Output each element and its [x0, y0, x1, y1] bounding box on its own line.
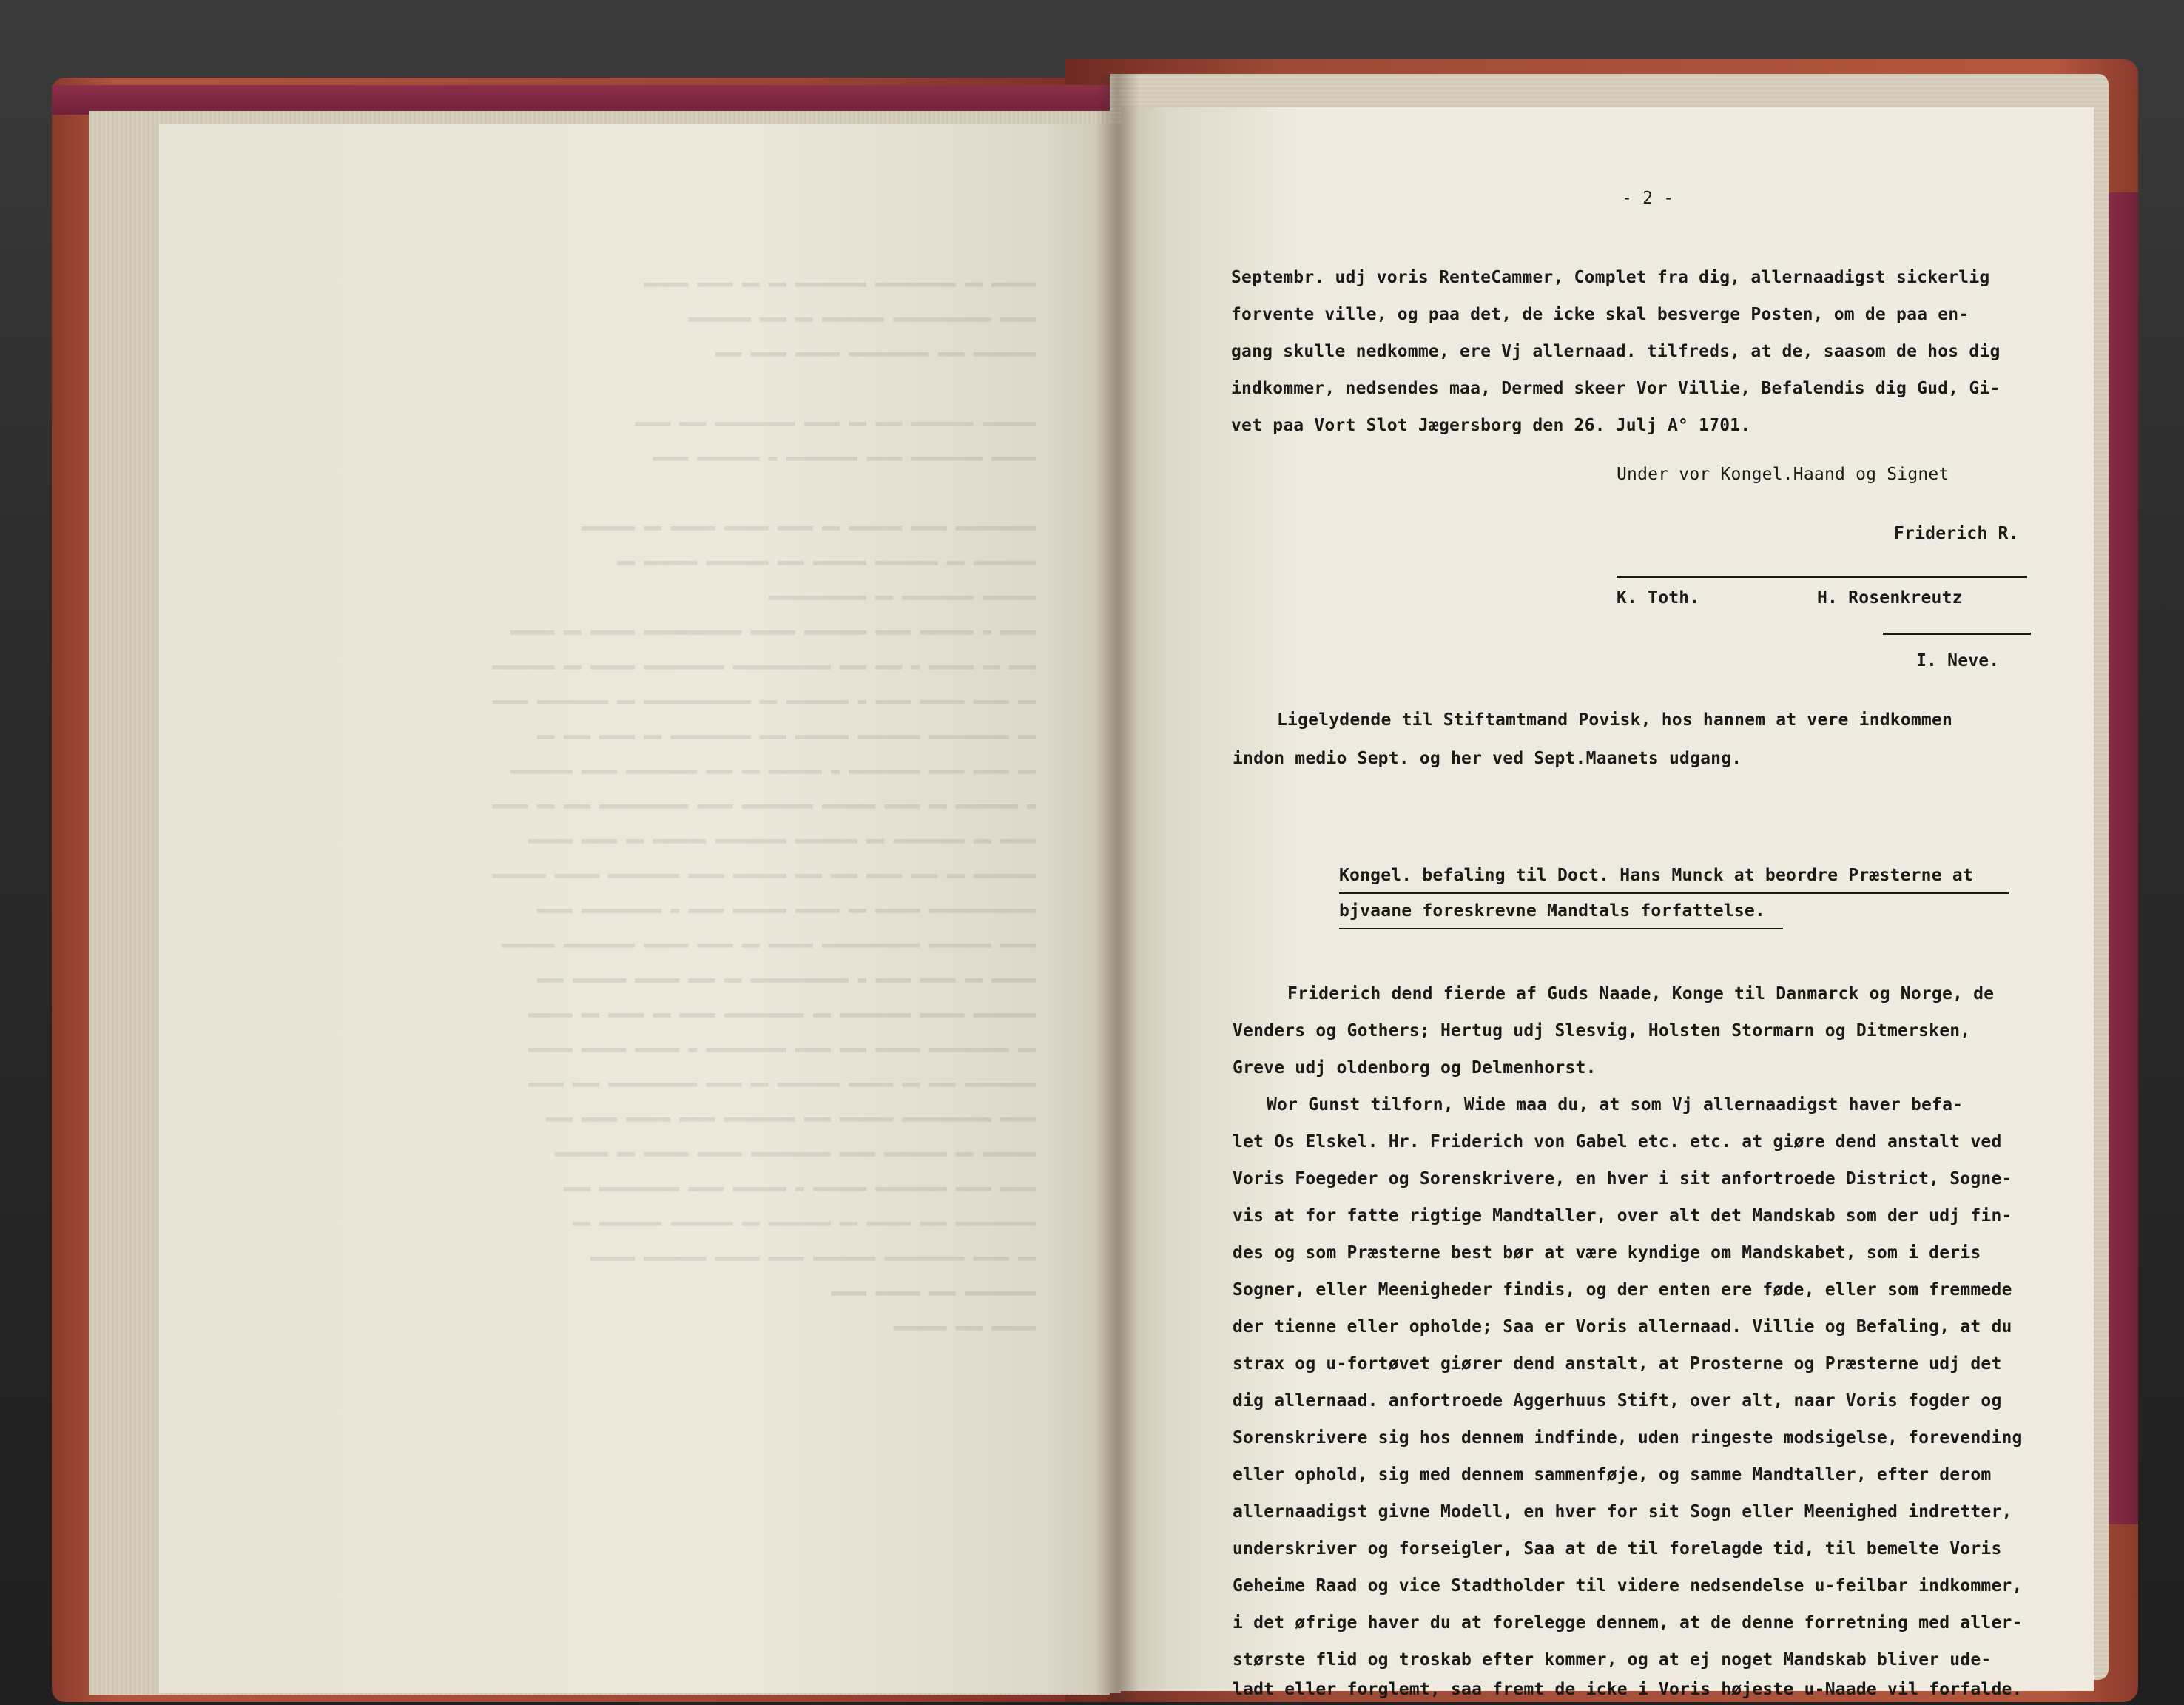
heading-underline [1339, 928, 1783, 929]
book-gutter-shadow [1095, 74, 1139, 1702]
body-line: let Os Elskel. Hr. Friderich von Gabel etc. etc. at giøre dend anstalt ved [1233, 1132, 2002, 1151]
body-line: ladt eller forglemt, saa fremt de icke i Voris højeste u-Naade vil forfalde. [1233, 1680, 2023, 1699]
body-line: des og som Præsterne best bør at være kyndige om Mandskabet, som i deris [1233, 1243, 1981, 1262]
countersign-toth: K. Toth. [1617, 588, 1700, 608]
heading-underline [1339, 892, 2009, 894]
body-line: underskriver og forseigler, Saa at de til forelagde tid, til bemelte Voris [1233, 1539, 2002, 1558]
body-line: Sorenskrivere sig hos dennem indfinde, uden ringeste modsigelse, forevending [1233, 1428, 2023, 1447]
signature-rule [1617, 576, 2027, 578]
countersign-neve: I. Neve. [1916, 651, 2000, 670]
letter-line: forvente ville, og paa det, de icke skal besverge Posten, om de paa en- [1231, 305, 1969, 324]
letter-line: vet paa Vort Slot Jægersborg den 26. Julj A° 1701. [1231, 416, 1751, 435]
signature-rule [1883, 633, 2031, 635]
body-line: vis at for fatte rigtige Mandtaller, over alt det Mandskab som der udj fin- [1233, 1206, 2012, 1225]
body-line: Voris Foegeder og Sorenskrivere, en hver i sit anfortroede District, Sogne- [1233, 1169, 2012, 1188]
body-line: Wor Gunst tilforn, Wide maa du, at som Vj allernaadigst haver befa- [1267, 1095, 1964, 1114]
body-line: Venders og Gothers; Hertug udj Slesvig, Holsten Stormarn og Ditmersken, [1233, 1021, 1971, 1040]
section-heading: bjvaane foreskrevne Mandtals forfattelse. [1339, 901, 1765, 921]
note-line: Ligelydende til Stiftamtmand Povisk, hos hannem at vere indkommen [1277, 710, 1953, 730]
body-line: Geheime Raad og vice Stadtholder til videre nedsendelse u-feilbar indkommer, [1233, 1576, 2023, 1595]
countersign-rosenkreutz: H. Rosenkreutz [1817, 588, 1963, 608]
letter-line: Septembr. udj voris RenteCammer, Complet fra dig, allernaadigst sickerlig [1231, 268, 1990, 287]
closing-formula: Under vor Kongel.Haand og Signet [1617, 465, 1949, 484]
body-line: allernaadigst givne Modell, en hver for sit Sogn eller Meenighed indretter, [1233, 1502, 2012, 1521]
body-line: Greve udj oldenborg og Delmenhorst. [1233, 1058, 1597, 1077]
page-number: - 2 - [1622, 189, 1674, 208]
body-line: eller ophold, sig med dennem sammenføje, og samme Mandtaller, efter derom [1233, 1465, 1992, 1484]
binding-cloth-top [52, 85, 1117, 115]
body-line: dig allernaad. anfortroede Aggerhuus Stift, over alt, naar Voris fogder og [1233, 1391, 2002, 1410]
body-line: i det øfrige haver du at forelegge dennem, at de denne forretning med aller- [1233, 1613, 2023, 1632]
body-line: Sogner, eller Meenigheder findis, og der enten ere føde, eller som fremmede [1233, 1280, 2012, 1299]
body-line: strax og u-fortøvet giører dend anstalt, at Prosterne og Præsterne udj det [1233, 1354, 2002, 1373]
body-line: der tienne eller opholde; Saa er Voris allernaad. Villie og Befaling, at du [1233, 1317, 2012, 1336]
body-line: Friderich dend fierde af Guds Naade, Konge til Danmarck og Norge, de [1287, 984, 1995, 1003]
body-line: største flid og troskab efter kommer, og at ej noget Mandskab bliver ude- [1233, 1650, 1992, 1669]
signer-name: Friderich R. [1894, 524, 2019, 543]
letter-line: gang skulle nedkomme, ere Vj allernaad. tilfreds, at de, saasom de hos dig [1231, 342, 2001, 361]
letter-line: indkommer, nedsendes maa, Dermed skeer Vor Villie, Befalendis dig Gud, Gi- [1231, 379, 2001, 398]
bleed-through-text: ▬▬▬▬▬ ▬▬ ▬▬▬▬▬▬▬▬▬ ▬▬▬▬▬▬▬▬ ▬▬ ▬▬ ▬▬▬▬ ▬▬▬▬▬ ▬▬▬▬ ▬▬▬▬▬▬▬▬▬▬▬ ▬▬▬▬▬▬▬ ▬▬ ▬▬▬ ▬▬▬▬▬▬▬ ▬▬▬▬▬▬▬ ▬▬▬ ▬▬▬▬▬▬▬▬▬ ▬▬▬▬▬ ▬▬▬▬ ▬▬▬ ▬▬▬▬▬▬ ▬▬▬▬▬▬▬ ▬▬▬ ▬▬ ▬▬▬▬ ▬▬▬▬▬▬▬▬▬ ▬▬▬ ▬▬▬▬ ▬▬▬▬▬ ▬▬▬▬▬▬▬▬ ▬▬▬▬ ▬▬▬▬▬▬▬▬ ▬ ▬▬▬▬▬▬▬ ▬▬▬▬ ▬▬▬▬▬▬▬▬▬ ▬▬▬▬ ▬▬▬▬▬▬ ▬▬ ▬▬▬▬ ▬▬▬▬▬ ▬▬▬▬▬ ▬▬ ▬▬▬▬▬▬ ▬▬▬▬▬▬▬ ▬▬ ▬▬▬▬▬▬▬ ▬▬▬▬▬▬ ▬▬▬ ▬▬▬▬▬▬▬ ▬▬▬▬▬▬ ▬▬ ▬▬▬▬▬▬ ▬▬▬▬▬▬▬▬ ▬▬ ▬▬▬▬▬▬▬▬▬▬▬ ▬▬▬▬ ▬ ▬▬▬▬▬▬ ▬▬▬▬ ▬▬▬▬▬▬▬ ▬▬▬▬▬ ▬▬▬▬▬▬▬▬▬▬▬ ▬▬▬▬▬ ▬▬ ▬▬▬▬▬ ▬▬▬ ▬▬ ▬▬▬▬▬ ▬ ▬▬▬ ▬▬▬ ▬▬▬▬▬▬▬▬▬▬▬ ▬▬▬▬▬▬▬▬▬ ▬▬▬▬▬ ▬▬ ▬▬▬▬▬▬▬ ▬▬ ▬▬▬▬ ▬▬▬▬▬ ▬▬▬▬ ▬ ▬▬▬▬▬▬▬ ▬▬ ▬▬▬▬▬▬▬▬▬▬▬▬ ▬▬ ▬▬▬▬▬▬▬▬ ▬▬▬▬ ▬▬ ▬▬▬▬▬▬▬▬▬ ▬▬▬▬▬▬▬ ▬▬▬▬▬▬ ▬▬▬ ▬▬▬▬▬▬▬▬▬ ▬▬ ▬▬▬▬ ▬▬▬ ▬▬ ▬▬ ▬▬▬▬ ▬▬▬▬ ▬▬▬▬▬▬▬▬ ▬ ▬▬▬▬▬▬ ▬▬ ▬▬▬ ▬▬▬▬▬▬▬▬ ▬▬▬▬ ▬▬▬▬▬▬▬ ▬ ▬▬▬▬▬▬▬ ▬▬ ▬▬▬▬ ▬▬▬▬▬▬ ▬▬▬▬▬▬▬▬ ▬▬▬▬ ▬▬▬▬▬▬▬▬▬▬ ▬▬▬ ▬▬ ▬▬▬▬ ▬▬▬▬ ▬▬ ▬▬▬▬▬▬▬▬ ▬▬ ▬▬▬▬▬▬▬ ▬▬▬▬▬▬▬▬ ▬▬▬▬▬▬ ▬▬ ▬▬▬▬ ▬▬▬▬▬ ▬▬▬▬▬▬▬ ▬▬ ▬▬▬ ▬▬▬▬ ▬▬▬ ▬▬▬ ▬▬▬▬▬▬ ▬▬▬▬ ▬▬▬▬▬▬▬▬ ▬▬▬▬▬ ▬▬▬▬▬▬ ▬▬▬▬▬▬▬▬▬▬▬▬ ▬▬▬▬▬ ▬▬ ▬▬▬▬▬ ▬▬▬▬▬▬ ▬▬▬▬ ▬ ▬▬▬▬▬▬▬▬▬ ▬▬▬▬ ▬▬▬▬ ▬▬▬▬▬▬▬ ▬▬▬▬▬▬▬▬▬▬▬ ▬▬▬▬▬ ▬▬ ▬▬▬▬ ▬▬▬▬▬ ▬▬▬▬▬▬▬▬ ▬▬▬▬▬▬ ▬▬▬▬▬ ▬▬ ▬▬▬▬ ▬▬▬▬ ▬ ▬▬▬▬▬▬▬▬▬▬▬ ▬▬ ▬▬▬ ▬▬▬▬▬ ▬▬▬▬▬▬ ▬▬▬ ▬▬▬▬▬▬▬ ▬▬▬▬▬ ▬▬▬▬▬▬▬▬ ▬▬ ▬▬▬▬▬▬▬▬▬ ▬▬▬▬ ▬▬ ▬▬▬▬ ▬▬ ▬▬▬▬▬ ▬▬ ▬▬▬▬▬▬▬▬▬ ▬▬▬▬▬ ▬▬▬ ▬▬▬▬ ▬▬▬▬▬▬▬▬▬ ▬ ▬▬▬▬▬ ▬▬▬▬▬ ▬▬▬▬▬ ▬▬▬▬▬▬▬▬ ▬▬▬ ▬▬ ▬▬▬▬▬ ▬▬▬▬▬▬▬ ▬▬ ▬▬▬▬ ▬▬▬▬▬▬▬▬▬▬ ▬▬▬ ▬▬▬▬ ▬▬▬▬ ▬▬▬▬▬▬▬▬▬▬ ▬▬▬▬▬▬ ▬▬▬ ▬▬▬▬▬▬▬▬ ▬▬▬▬ ▬▬▬▬▬ ▬▬▬▬ ▬▬▬ ▬▬▬▬▬▬ ▬▬ ▬▬▬▬▬▬▬ ▬▬▬▬ ▬▬▬▬▬▬▬▬▬ ▬▬▬▬▬ ▬▬▬▬▬ ▬▬ ▬▬▬▬▬▬ ▬▬▬▬ ▬▬▬▬ ▬▬▬▬▬▬▬▬ ▬▬▬▬▬▬ ▬ ▬▬▬▬▬▬ ▬▬▬▬ ▬▬▬▬▬▬▬▬▬ ▬▬▬ ▬▬▬▬▬▬▬▬▬ ▬▬▬ ▬▬▬▬▬ ▬▬ ▬▬▬▬▬▬▬ ▬▬ ▬▬▬▬▬▬▬ ▬▬▬▬▬▬▬ ▬▬ ▬▬ ▬▬▬▬ ▬▬▬▬▬▬▬▬▬ ▬▬▬▬▬▬▬ ▬▬▬▬ ▬▬▬▬▬ ▬▬▬▬▬▬▬ ▬▬▬▬▬ ▬▬▬▬▬▬▬▬ ▬▬▬ ▬▬▬▬▬ ▬▬▬▬ ▬▬▬▬▬ ▬▬▬ ▬▬▬▬▬▬ [492, 275, 1036, 1336]
section-heading: Kongel. befaling til Doct. Hans Munck at beordre Præsterne at [1339, 866, 1973, 885]
note-line: indon medio Sept. og her ved Sept.Maanets udgang. [1233, 749, 1742, 768]
